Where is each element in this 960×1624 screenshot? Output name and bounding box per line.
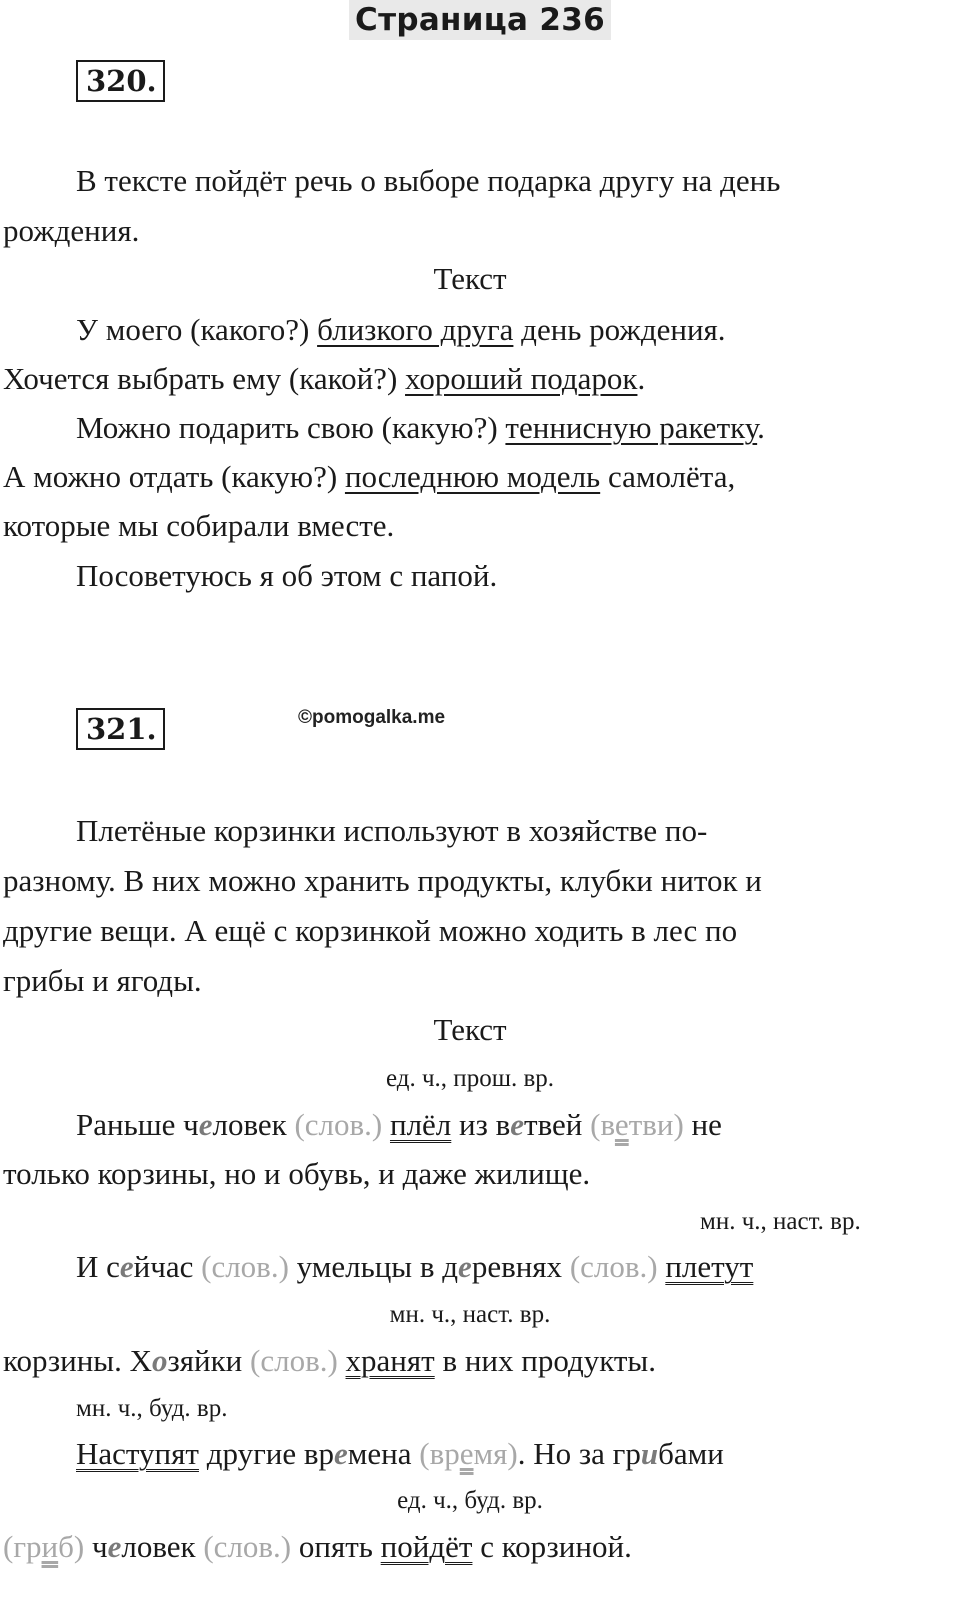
ex321-intro-line-1: Плетёные корзинки используют в хозяйстве по- — [76, 813, 708, 848]
grammar-note-1: ед. ч., прош. вр. — [386, 1065, 554, 1092]
page-title-wrap — [0, 2, 960, 38]
ex321-sentence-2b: корзины. Хозяйки (слов.) хранят в них продукты. — [3, 1343, 657, 1378]
ex320-intro-line-2: рождения. — [3, 213, 140, 248]
ex320-sentence-5: которые мы собирали вместе. — [3, 508, 395, 543]
ex321-intro-line-3: другие вещи. А ещё с корзинкой можно ходить в лес по — [3, 913, 738, 948]
ex321-sentence-1a: Раньше человек (слов.) плёл из ветвей (ветви) не — [76, 1107, 722, 1142]
ex321-sentence-3b: (гриб) человек (слов.) опять пойдёт с корзиной. — [3, 1529, 632, 1564]
slov-mark: (слов.) — [294, 1107, 383, 1142]
underlined-phrase: последнюю модель — [344, 459, 601, 494]
ex321-sentence-2a: И сейчас (слов.) умельцы в деревнях (слов.) плетут — [76, 1249, 754, 1284]
ex320-sentence-3: Можно подарить свою (какую?) теннисную ракетку. — [76, 410, 765, 445]
ex321-intro-line-2: разному. В них можно хранить продукты, клубки ниток и — [3, 863, 762, 898]
ex320-intro-line-1: В тексте пойдёт речь о выборе подарка другу на день — [76, 163, 781, 198]
ex320-sentence-4: А можно отдать (какую?) последнюю модель самолёта, — [3, 459, 736, 494]
grammar-note-3: мн. ч., наст. вр. — [389, 1301, 551, 1328]
underlined-phrase: теннисную ракетку — [505, 410, 758, 445]
page-title: Страница 236 — [349, 0, 611, 40]
exercise-321-number: 321. — [76, 708, 165, 750]
grammar-note-4: мн. ч., буд. вр. — [76, 1395, 228, 1422]
ex320-sentence-1: У моего (какого?) близкого друга день рождения. — [76, 312, 726, 347]
ex321-sentence-3a: Наступят другие времена (время). Но за грибами — [76, 1436, 724, 1471]
ex321-intro-line-4: грибы и ягоды. — [3, 963, 202, 998]
exercise-320-number: 320. — [76, 60, 165, 102]
watermark: ©pomogalka.me — [298, 707, 446, 728]
predicate: плёл — [389, 1107, 452, 1142]
underlined-phrase: близкого друга — [317, 312, 514, 347]
ex320-sentence-2: Хочется выбрать ему (какой?) хороший подарок. — [3, 361, 646, 396]
underlined-phrase: хороший подарок — [405, 361, 638, 396]
ex320-sentence-6: Посоветуюсь я об этом с папой. — [76, 558, 498, 593]
grammar-note-5: ед. ч., буд. вр. — [397, 1487, 543, 1514]
ex321-sentence-1b: только корзины, но и обувь, и даже жилище. — [3, 1156, 591, 1191]
grammar-note-2: мн. ч., наст. вр. — [700, 1208, 861, 1235]
ex320-text-heading: Текст — [433, 261, 507, 296]
ex321-text-heading: Текст — [433, 1012, 507, 1047]
